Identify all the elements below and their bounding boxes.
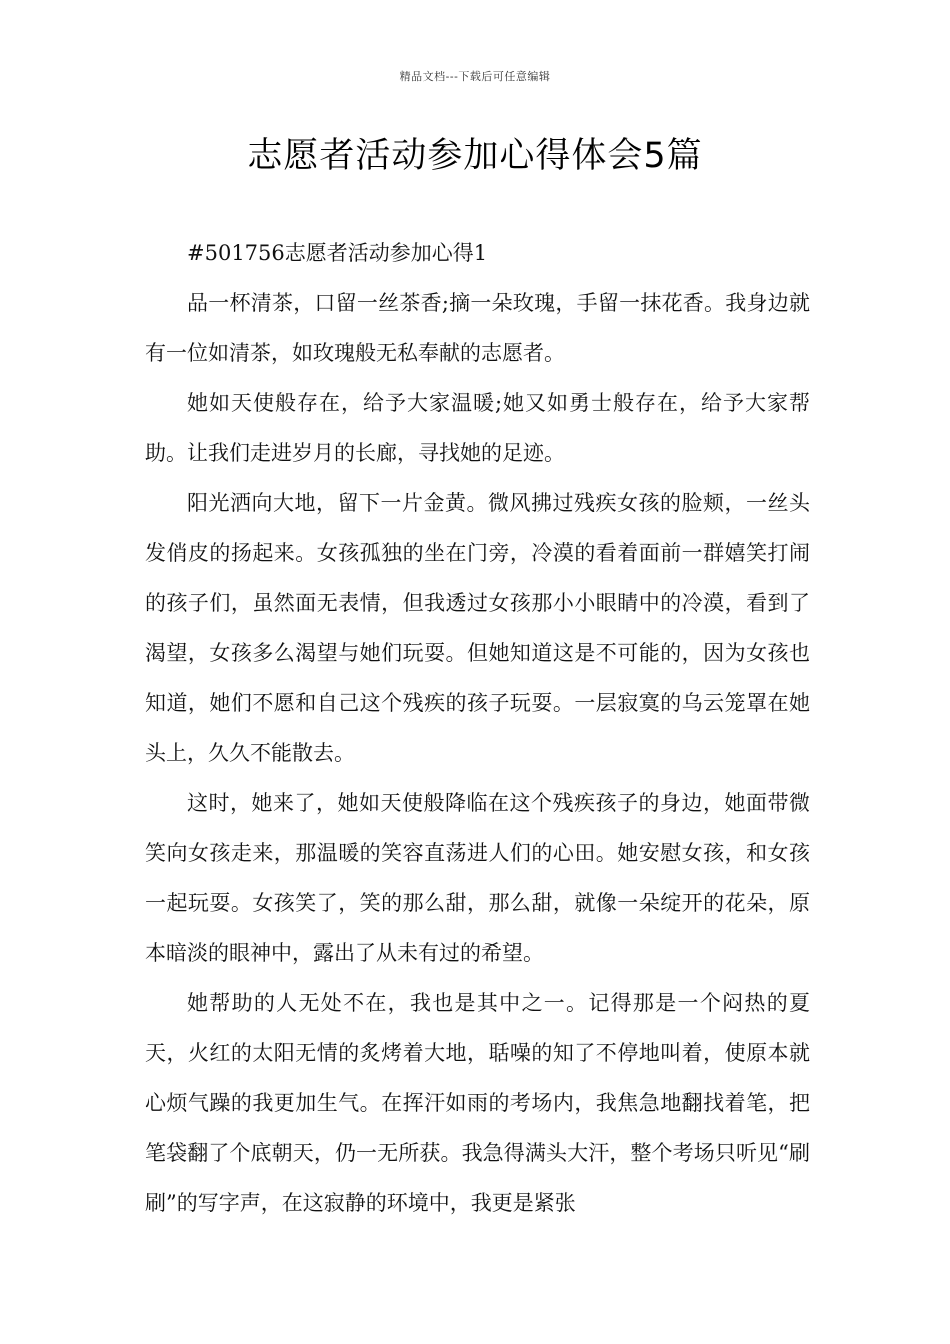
- paragraph-2: 她如天使般存在，给予大家温暖;她又如勇士般存在，给予大家帮助。让我们走进岁月的长廊，寻找她的足迹。: [145, 391, 810, 465]
- section-heading: #501756志愿者活动参加心得1: [187, 241, 488, 265]
- document-title: 志愿者活动参加心得体会5篇: [247, 136, 703, 176]
- paragraph-5: 她帮助的人无处不在，我也是其中之一。记得那是一个闷热的夏天，火红的太阳无情的炙烤着大地，聒噪的知了不停地叫着，使原本就心烦气躁的我更加生气。在挥汗如雨的考场内，我焦急地翻找着笔，把笔袋翻了个底朝天，仍一无所获。我急得满头大汗，整个考场只听见“刷刷”的写字声，在这寂静的环境中，我更是紧张: [145, 991, 810, 1215]
- paragraph-4: 这时，她来了，她如天使般降临在这个残疾孩子的身边，她面带微笑向女孩走来，那温暖的笑容直荡进人们的心田。她安慰女孩，和女孩一起玩耍。女孩笑了，笑的那么甜，那么甜，就像一朵绽开的花朵，原本暗淡的眼神中，露出了从未有过的希望。: [145, 791, 810, 965]
- paragraph-1: 品一杯清茶，口留一丝茶香;摘一朵玫瑰，手留一抹花香。我身边就有一位如清茶，如玫瑰般无私奉献的志愿者。: [145, 291, 810, 365]
- paragraph-3: 阳光洒向大地，留下一片金黄。微风拂过残疾女孩的脸颊，一丝头发俏皮的扬起来。女孩孤独的坐在门旁，冷漠的看着面前一群嬉笑打闹的孩子们，虽然面无表情，但我透过女孩那小小眼睛中的冷漠，看到了渴望，女孩多么渴望与她们玩耍。但她知道这是不可能的，因为女孩也知道，她们不愿和自己这个残疾的孩子玩耍。一层寂寞的乌云笼罩在她头上，久久不能散去。: [145, 491, 810, 765]
- document-body: [145, 228, 810, 1228]
- header-note: 精品文档---下载后可任意编辑: [399, 70, 551, 83]
